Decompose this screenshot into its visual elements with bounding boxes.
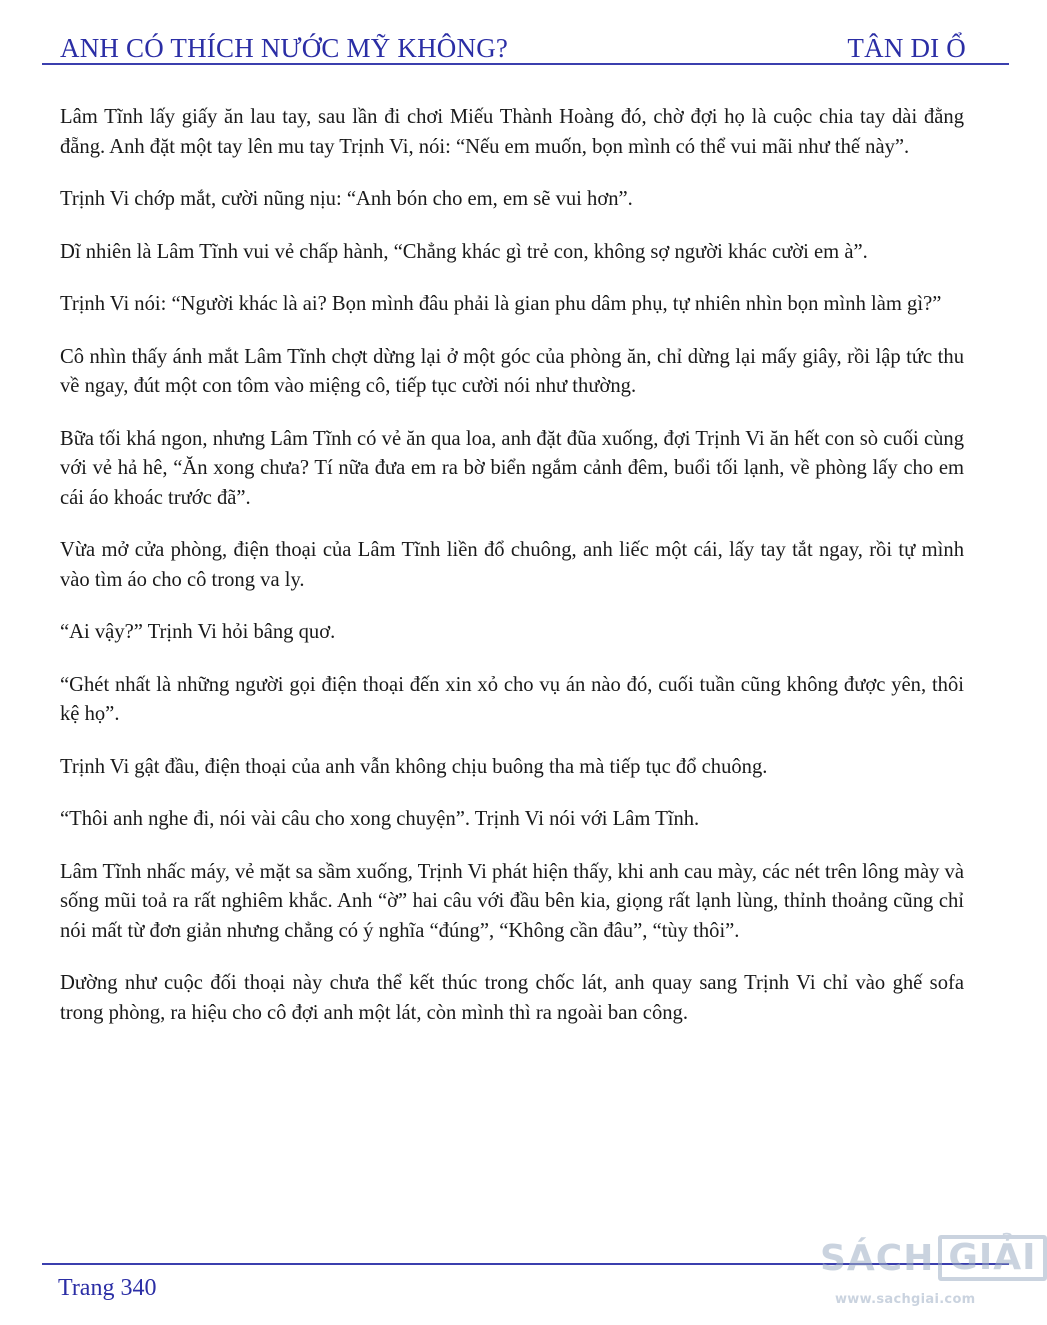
page-header xyxy=(60,24,966,64)
author-name: TÂN DI Ổ xyxy=(847,33,966,63)
paragraph: Bữa tối khá ngon, nhưng Lâm Tĩnh có vẻ ăn qua loa, anh đặt đũa xuống, đợi Trịnh Vi ăn hết con sò cuối cùng với vẻ hả hê, “Ăn xong chưa? Tí nữa đưa em ra bờ biển ngắm cảnh đêm, buổi tối lạnh, về phòng lấy cho em cái áo khoác trước đã”. xyxy=(60,427,964,509)
paragraph: “Thôi anh nghe đi, nói vài câu cho xong chuyện”. Trịnh Vi nói với Lâm Tĩnh. xyxy=(60,808,700,830)
watermark-wordmark xyxy=(820,1235,1047,1281)
paragraph: Vừa mở cửa phòng, điện thoại của Lâm Tĩnh liền đổ chuông, anh liếc một cái, lấy tay tắt ngay, rồi tự mình vào tìm áo cho cô trong va ly. xyxy=(60,539,964,591)
watermark-url: www.sachgiai.com xyxy=(835,1292,976,1307)
paragraph: Cô nhìn thấy ánh mắt Lâm Tĩnh chợt dừng lại ở một góc của phòng ăn, chỉ dừng lại mấy giây, rồi lập tức thu về ngay, đút một con tôm vào miệng cô, tiếp tục cười nói như thường. xyxy=(60,345,964,397)
header-divider xyxy=(42,63,1009,65)
paragraph: Dĩ nhiên là Lâm Tĩnh vui vẻ chấp hành, “Chẳng khác gì trẻ con, không sợ người khác cười em à”. xyxy=(60,240,868,263)
paragraph: “Ghét nhất là những người gọi điện thoại đến xin xỏ cho vụ án nào đó, cuối tuần cũng không được yên, thôi kệ họ”. xyxy=(60,673,964,725)
paragraph: “Ai vậy?” Trịnh Vi hỏi bâng quơ. xyxy=(60,621,336,643)
paragraph: Trịnh Vi gật đầu, điện thoại của anh vẫn không chịu buông tha mà tiếp tục đổ chuông. xyxy=(60,755,768,778)
paragraph: Dường như cuộc đối thoại này chưa thể kết thúc trong chốc lát, anh quay sang Trịnh Vi chỉ vào ghế sofa trong phòng, ra hiệu cho cô đợi anh một lát, còn mình thì ra ngoài ban công. xyxy=(60,972,964,1024)
paragraph: Lâm Tĩnh nhấc máy, vẻ mặt sa sầm xuống, Trịnh Vi phát hiện thấy, khi anh cau mày, các nét trên lông mày và sống mũi toả ra rất nghiêm khắc. Anh “ờ” hai câu với đầu bên kia, giọng rất lạnh lùng, thỉnh thoảng cũng chỉ nói mất từ đơn giản nhưng chẳng có ý nghĩa “đúng”, “Không cần đâu”, “tùy thôi”. xyxy=(60,860,964,942)
watermark-logo-box: GIẢI xyxy=(938,1235,1046,1281)
paragraph: Lâm Tĩnh lấy giấy ăn lau tay, sau lần đi chơi Miếu Thành Hoàng đó, chờ đợi họ là cuộc chia tay dài đằng đẵng. Anh đặt một tay lên mu tay Trịnh Vi, nói: “Nếu em muốn, bọn mình có thể vui mãi như thế này”. xyxy=(60,106,964,158)
body-text xyxy=(60,103,964,1051)
book-title: ANH CÓ THÍCH NƯỚC MỸ KHÔNG? xyxy=(60,33,509,63)
watermark-logo xyxy=(815,1230,1037,1320)
page-number: Trang 340 xyxy=(58,1275,157,1301)
paragraph: Trịnh Vi chớp mắt, cười nũng nịu: “Anh bón cho em, em sẽ vui hơn”. xyxy=(60,188,633,210)
watermark-logo-left: SÁCH xyxy=(820,1237,935,1279)
paragraph: Trịnh Vi nói: “Người khác là ai? Bọn mình đâu phải là gian phu dâm phụ, tự nhiên nhìn bọn mình làm gì?” xyxy=(60,293,942,315)
